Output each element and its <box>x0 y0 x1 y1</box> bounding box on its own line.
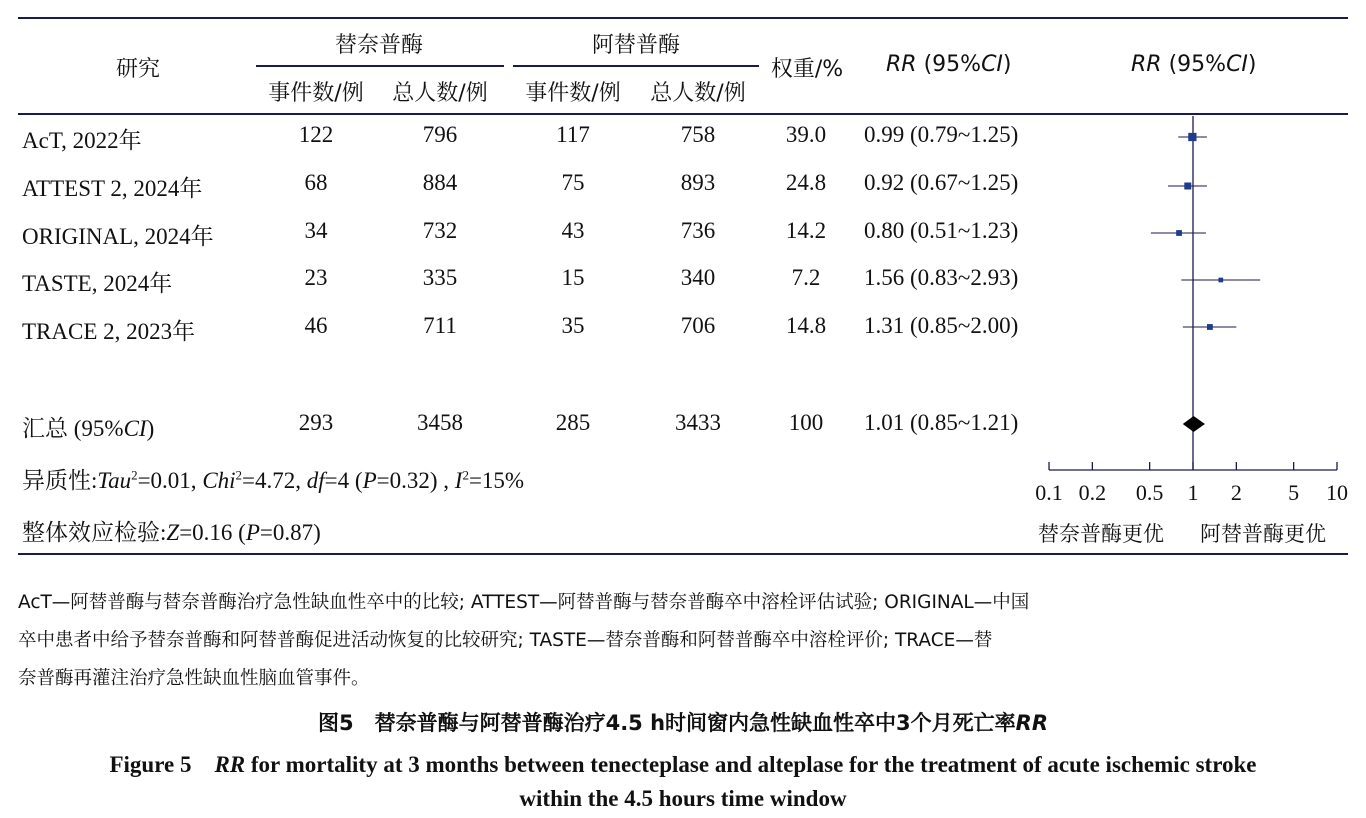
overall-effect-test: 整体效应检验:Z=0.16 (P=0.87) <box>22 520 321 545</box>
x-tick-label: 0.1 <box>1035 480 1063 505</box>
summary-b-total: 3433 <box>675 410 721 435</box>
summary-weight: 100 <box>788 410 824 435</box>
abbreviation-note-line3: 奈普酶再灌注治疗急性缺血性脑血管事件。 <box>18 668 370 689</box>
heterogeneity-stats: 异质性:Tau$^2$=0.01, Chi$^2$=4.72, df=4 (P=0.32) , $I^2=15\%$ <box>22 467 525 493</box>
favours-alteplase-label: 阿替普酶更优 <box>1200 522 1326 546</box>
summary-rr: 1.01 (0.85~1.21) <box>864 410 1019 435</box>
weight: 39.0 <box>785 122 827 147</box>
header-forest-rr-ci: RR (95%CI) <box>1131 52 1257 77</box>
tenecteplase-total: 335 <box>422 265 458 290</box>
alteplase-events: 35 <box>561 313 585 338</box>
header-study: 研究 <box>115 57 161 82</box>
x-tick-label: 0.2 <box>1078 480 1107 505</box>
tenecteplase-events: 23 <box>304 265 328 290</box>
study-name: TRACE 2, 2023年 <box>22 319 196 344</box>
header-a-total: 总人数/例 <box>392 81 488 106</box>
header-b-total: 总人数/例 <box>650 81 746 106</box>
abbreviation-note-line1: AcT—阿替普酶与替奈普酶治疗急性缺血性卒中的比较; ATTEST—阿替普酶与替奈普酶卒中溶栓评估试验; ORIGINAL—中国 <box>18 592 1030 613</box>
weight: 24.8 <box>785 170 827 195</box>
header-a-events: 事件数/例 <box>268 81 364 106</box>
alteplase-events: 75 <box>561 170 585 195</box>
alteplase-total: 893 <box>680 170 716 195</box>
alteplase-events: 43 <box>561 218 585 243</box>
summary-a-total: 3458 <box>417 410 463 435</box>
rr-ci: 0.99 (0.79~1.25) <box>864 122 1019 147</box>
tenecteplase-events: 68 <box>304 170 328 195</box>
x-tick-label: 10 <box>1326 480 1348 505</box>
caption-english-line2: within the 4.5 hours time window <box>519 786 847 811</box>
weight: 14.2 <box>785 218 827 243</box>
effect-marker <box>1218 278 1223 283</box>
effect-marker <box>1207 324 1213 330</box>
abbreviation-note-line2: 卒中患者中给予替奈普酶和阿替普酶促进活动恢复的比较研究; TASTE—替奈普酶和阿替普酶卒中溶栓评价; TRACE—替 <box>18 630 993 651</box>
alteplase-total: 340 <box>680 265 716 290</box>
study-name: AcT, 2022年 <box>22 128 142 153</box>
caption-english-line1: Figure 5 RR for mortality at 3 months between tenecteplase and alteplase for the treatment of acute ischemic stroke <box>109 752 1257 777</box>
alteplase-events: 117 <box>556 122 590 147</box>
caption-chinese: 图5 替奈普酶与阿替普酶治疗4.5 h时间窗内急性缺血性卒中3个月死亡率RR <box>317 711 1049 735</box>
effect-marker <box>1188 133 1196 141</box>
header-group-tenecteplase: 替奈普酶 <box>334 33 424 58</box>
header-b-events: 事件数/例 <box>525 81 621 106</box>
header-rr-ci: RR (95%CI) <box>886 52 1012 77</box>
weight: 7.2 <box>791 265 821 290</box>
tenecteplase-events: 122 <box>298 122 334 147</box>
alteplase-total: 706 <box>680 313 716 338</box>
x-tick-label: 0.5 <box>1135 480 1164 505</box>
header-weight: 权重/% <box>770 57 844 82</box>
rr-ci: 1.56 (0.83~2.93) <box>864 265 1019 290</box>
x-tick-label: 1 <box>1187 480 1199 505</box>
weight: 14.8 <box>785 313 827 338</box>
effect-marker <box>1176 230 1182 236</box>
study-name: ATTEST 2, 2024年 <box>22 176 203 201</box>
summary-label: 汇总 (95%CI) <box>22 416 155 441</box>
summary-a-events: 293 <box>298 410 334 435</box>
x-tick-label: 5 <box>1288 480 1300 505</box>
pooled-diamond <box>1183 416 1205 432</box>
favours-tenecteplase-label: 替奈普酶更优 <box>1038 522 1164 546</box>
summary-b-events: 285 <box>555 410 591 435</box>
tenecteplase-total: 711 <box>423 313 457 338</box>
tenecteplase-events: 34 <box>304 218 328 243</box>
rr-ci: 0.92 (0.67~1.25) <box>864 170 1019 195</box>
x-tick-label: 2 <box>1230 480 1242 505</box>
study-name: TASTE, 2024年 <box>22 271 173 296</box>
study-name: ORIGINAL, 2024年 <box>22 224 214 249</box>
header-group-alteplase: 阿替普酶 <box>591 33 681 58</box>
alteplase-total: 736 <box>680 218 716 243</box>
rr-ci: 1.31 (0.85~2.00) <box>864 313 1019 338</box>
tenecteplase-total: 796 <box>422 122 458 147</box>
tenecteplase-total: 884 <box>422 170 458 195</box>
alteplase-total: 758 <box>680 122 716 147</box>
tenecteplase-total: 732 <box>422 218 458 243</box>
tenecteplase-events: 46 <box>304 313 328 338</box>
rr-ci: 0.80 (0.51~1.23) <box>864 218 1019 243</box>
alteplase-events: 15 <box>561 265 585 290</box>
effect-marker <box>1184 183 1191 190</box>
